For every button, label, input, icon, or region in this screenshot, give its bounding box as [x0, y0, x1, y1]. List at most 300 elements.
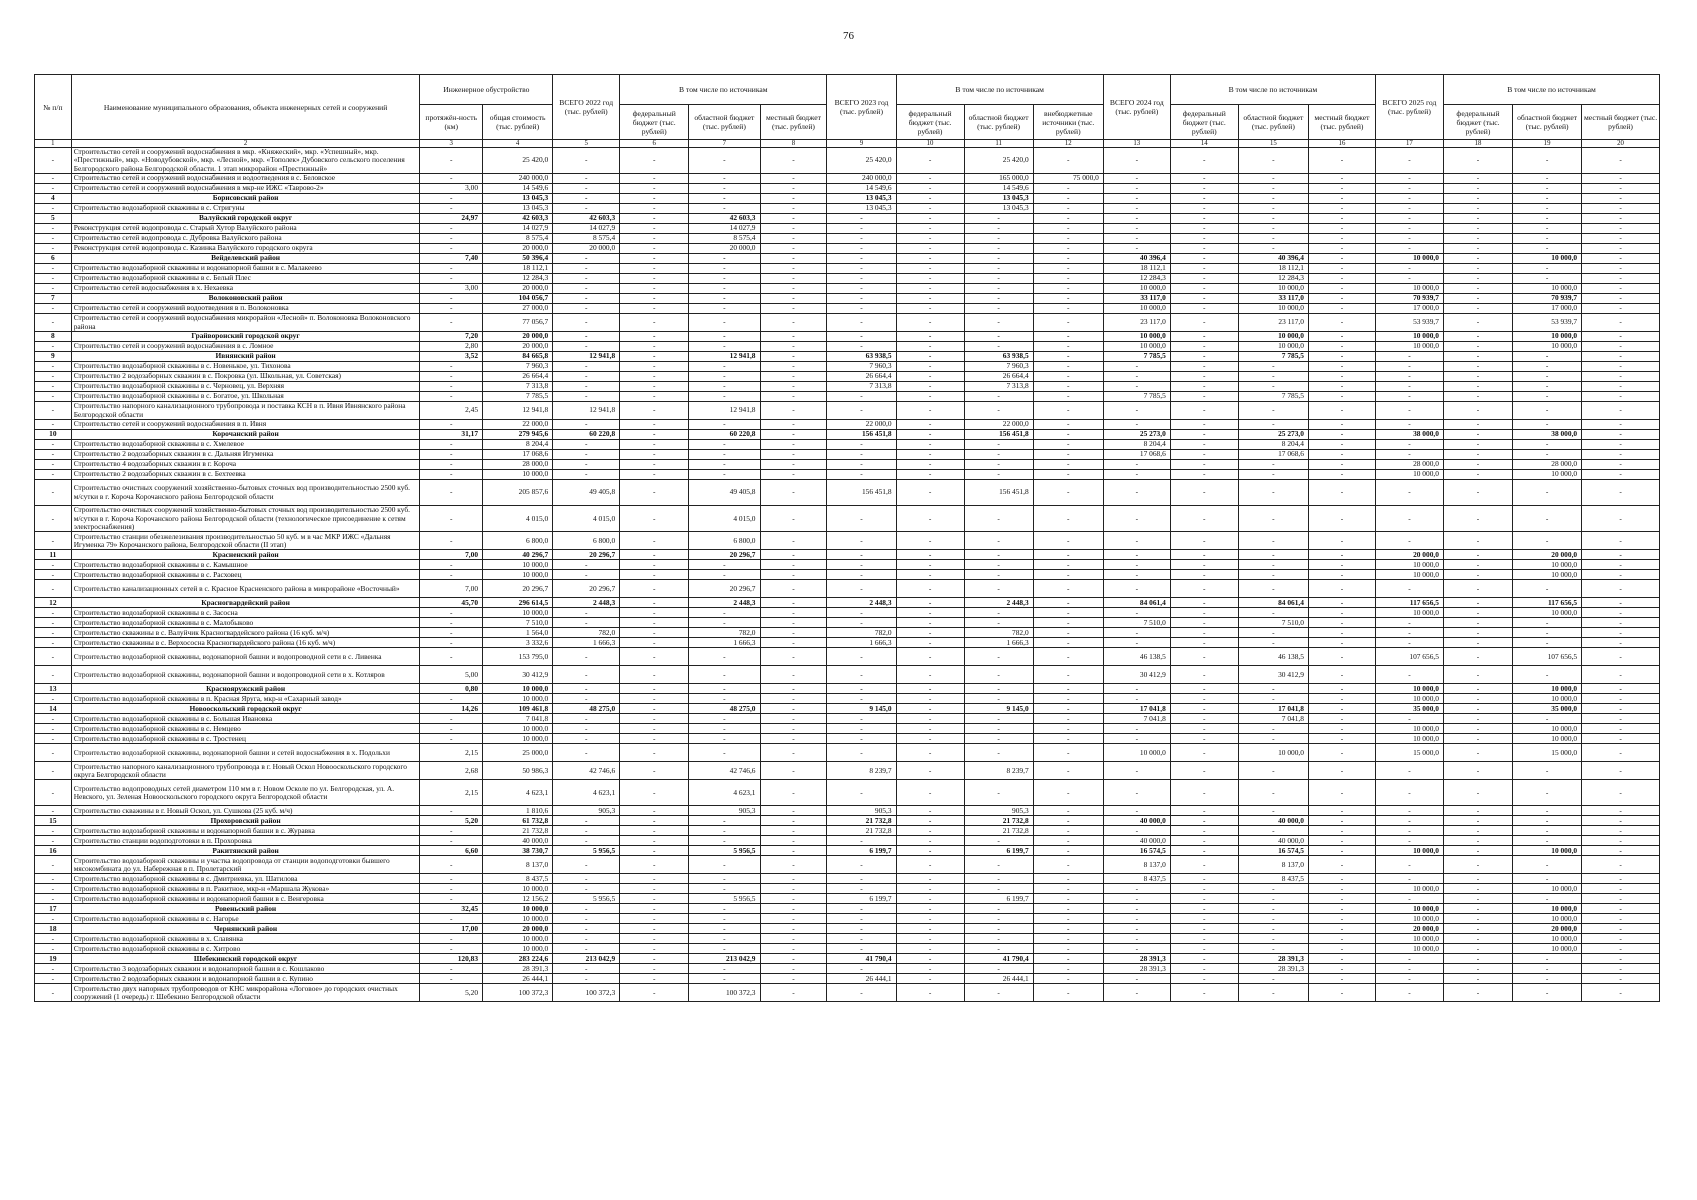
amount-cell: - [1103, 560, 1170, 570]
amount-cell: - [1103, 532, 1170, 550]
row-number: - [35, 914, 72, 924]
amount-cell: - [964, 984, 1033, 1002]
amount-cell: 213 042,9 [553, 954, 620, 964]
amount-cell: - [1443, 608, 1512, 618]
district-name: Ракитянский район [71, 846, 420, 856]
amount-cell: - [620, 694, 689, 704]
amount-cell: - [1308, 628, 1375, 638]
amount-cell: - [1375, 214, 1443, 224]
amount-cell: - [689, 460, 760, 470]
amount-cell: - [827, 914, 896, 924]
amount-cell: - [620, 874, 689, 884]
row-number: 5 [35, 214, 72, 224]
amount-cell: - [1170, 352, 1238, 362]
amount-cell: 12 941,8 [689, 352, 760, 362]
amount-cell: - [1443, 914, 1512, 924]
header-engineering: Инженерное обустройство [420, 75, 553, 105]
project-name: Реконструкция сетей водопровода с. Казинка Валуйского городского округа [71, 244, 420, 254]
amount-cell: 60 220,8 [553, 430, 620, 440]
amount-cell: - [553, 734, 620, 744]
amount-cell: - [827, 440, 896, 450]
amount-cell: - [1443, 806, 1512, 816]
amount-cell: - [1443, 450, 1512, 460]
row-number: - [35, 148, 72, 174]
amount-cell: - [1033, 570, 1103, 580]
amount-cell: - [1582, 984, 1660, 1002]
amount-cell: - [1308, 254, 1375, 264]
amount-cell: - [553, 934, 620, 944]
amount-cell: - [1170, 470, 1238, 480]
amount-cell: - [1308, 506, 1375, 532]
amount-cell: 16 574,5 [1238, 846, 1308, 856]
amount-cell: - [620, 806, 689, 816]
amount-cell: 17 000,0 [1375, 304, 1443, 314]
amount-cell: - [1033, 874, 1103, 884]
amount-cell: - [896, 762, 964, 780]
amount-cell: - [827, 856, 896, 874]
amount-cell: 22 000,0 [827, 420, 896, 430]
amount-cell: 10 000,0 [1513, 724, 1582, 734]
amount-cell: - [1443, 480, 1512, 506]
amount-cell: - [1375, 964, 1443, 974]
amount-cell: - [896, 904, 964, 914]
amount-cell: - [827, 684, 896, 694]
amount-cell: 100 372,3 [553, 984, 620, 1002]
project-row [35, 274, 1660, 284]
amount-cell: 10 000,0 [1103, 744, 1170, 762]
row-number: - [35, 362, 72, 372]
amount-cell: 7 785,5 [1103, 352, 1170, 362]
district-name: Борисовский район [71, 194, 420, 204]
amount-cell: 10 000,0 [483, 608, 553, 618]
amount-cell: - [420, 608, 483, 618]
amount-cell: 156 451,8 [964, 430, 1033, 440]
amount-cell: - [689, 694, 760, 704]
amount-cell: - [1513, 874, 1582, 884]
amount-cell: - [620, 856, 689, 874]
amount-cell: - [1582, 470, 1660, 480]
amount-cell: - [620, 618, 689, 628]
amount-cell: - [896, 914, 964, 924]
header-local-2022: местный бюджет (тыс. рублей) [760, 105, 827, 140]
amount-cell: - [1238, 194, 1308, 204]
amount-cell: - [689, 904, 760, 914]
amount-cell: 6 800,0 [483, 532, 553, 550]
row-number: - [35, 618, 72, 628]
amount-cell: - [620, 560, 689, 570]
amount-cell: 10 000,0 [483, 570, 553, 580]
amount-cell: - [827, 924, 896, 934]
amount-cell: - [827, 648, 896, 666]
row-number: 19 [35, 954, 72, 964]
amount-cell: - [553, 904, 620, 914]
amount-cell: - [1103, 174, 1170, 184]
amount-cell: - [760, 570, 827, 580]
project-name: Строительство водопроводных сетей диаметром 110 мм в г. Новом Осколе по ул. Белгородская, ул. А. Невского, ул. Зеленая Новооскольского городского округа Белгородской области [71, 780, 420, 806]
amount-cell: 40 296,7 [483, 550, 553, 560]
amount-cell: - [964, 944, 1033, 954]
amount-cell: - [760, 550, 827, 560]
amount-cell: 10 000,0 [1513, 332, 1582, 342]
amount-cell: - [1375, 392, 1443, 402]
amount-cell: 279 945,6 [483, 430, 553, 440]
amount-cell: - [896, 874, 964, 884]
amount-cell: - [1375, 618, 1443, 628]
amount-cell: 10 000,0 [1513, 342, 1582, 352]
amount-cell: - [760, 744, 827, 762]
amount-cell: - [1582, 944, 1660, 954]
amount-cell: - [1033, 762, 1103, 780]
amount-cell: - [1033, 264, 1103, 274]
amount-cell: 2 448,3 [964, 598, 1033, 608]
amount-cell: 8 137,0 [1238, 856, 1308, 874]
amount-cell: - [1513, 372, 1582, 382]
amount-cell: - [1033, 204, 1103, 214]
amount-cell: - [1308, 618, 1375, 628]
amount-cell: - [1238, 470, 1308, 480]
amount-cell: - [1375, 954, 1443, 964]
project-name: Строительство водозаборной скважины в с. Тростенец [71, 734, 420, 744]
amount-cell: - [1443, 274, 1512, 284]
amount-cell: - [1238, 780, 1308, 806]
amount-cell: - [1375, 382, 1443, 392]
amount-cell: 21 732,8 [964, 826, 1033, 836]
amount-cell: 18 112,1 [483, 264, 553, 274]
amount-cell: - [1033, 904, 1103, 914]
amount-cell: 4 015,0 [553, 506, 620, 532]
amount-cell: - [1308, 234, 1375, 244]
amount-cell: - [1238, 560, 1308, 570]
amount-cell: - [1375, 826, 1443, 836]
amount-cell: - [760, 714, 827, 724]
page-number: 76 [843, 30, 854, 42]
amount-cell: - [689, 924, 760, 934]
amount-cell: - [689, 714, 760, 724]
amount-cell: - [896, 460, 964, 470]
amount-cell: - [760, 724, 827, 734]
row-number: 10 [35, 430, 72, 440]
amount-cell: - [1443, 638, 1512, 648]
amount-cell: - [1170, 724, 1238, 734]
amount-cell: - [1443, 666, 1512, 684]
amount-cell: - [1033, 944, 1103, 954]
amount-cell: - [1033, 342, 1103, 352]
amount-cell: - [1238, 984, 1308, 1002]
amount-cell: - [1033, 816, 1103, 826]
amount-cell: - [553, 460, 620, 470]
amount-cell: - [1170, 254, 1238, 264]
amount-cell: - [620, 826, 689, 836]
amount-cell: - [1513, 184, 1582, 194]
amount-cell: - [964, 342, 1033, 352]
amount-cell: - [760, 874, 827, 884]
amount-cell: - [1443, 734, 1512, 744]
project-row [35, 714, 1660, 724]
amount-cell: - [1582, 254, 1660, 264]
row-number: - [35, 580, 72, 598]
amount-cell: - [620, 836, 689, 846]
amount-cell: - [1103, 762, 1170, 780]
district-name: Валуйский городской округ [71, 214, 420, 224]
amount-cell: - [1375, 894, 1443, 904]
amount-cell: - [1238, 944, 1308, 954]
amount-cell: - [689, 470, 760, 480]
amount-cell: - [1238, 214, 1308, 224]
amount-cell: - [689, 570, 760, 580]
amount-cell: 46 138,5 [1103, 648, 1170, 666]
amount-cell: - [1238, 734, 1308, 744]
row-number: - [35, 974, 72, 984]
amount-cell: - [420, 244, 483, 254]
amount-cell: - [896, 704, 964, 714]
amount-cell: 17 041,8 [1238, 704, 1308, 714]
amount-cell: 153 795,0 [483, 648, 553, 666]
project-row [35, 618, 1660, 628]
amount-cell: - [1033, 974, 1103, 984]
amount-cell: - [1375, 274, 1443, 284]
amount-cell: - [1238, 628, 1308, 638]
amount-cell: - [760, 362, 827, 372]
column-number: 15 [1238, 140, 1308, 148]
amount-cell: - [420, 174, 483, 184]
amount-cell: - [1443, 648, 1512, 666]
district-row [35, 684, 1660, 694]
amount-cell: - [1170, 618, 1238, 628]
amount-cell: - [827, 532, 896, 550]
amount-cell: - [964, 780, 1033, 806]
amount-cell: 4 015,0 [483, 506, 553, 532]
amount-cell: - [689, 944, 760, 954]
amount-cell: - [1308, 904, 1375, 914]
project-row [35, 570, 1660, 580]
amount-cell: 49 405,8 [553, 480, 620, 506]
amount-cell: - [827, 836, 896, 846]
amount-cell: - [620, 580, 689, 598]
amount-cell: - [1582, 846, 1660, 856]
amount-cell: 10 000,0 [1513, 470, 1582, 480]
amount-cell: - [896, 174, 964, 184]
amount-cell: - [760, 924, 827, 934]
amount-cell: - [896, 294, 964, 304]
row-number: 17 [35, 904, 72, 914]
project-name: Строительство сетей и сооружений водоснабжения в мкр-не ИЖС «Таврово-2» [71, 184, 420, 194]
amount-cell: - [896, 724, 964, 734]
amount-cell: - [620, 392, 689, 402]
amount-cell: 7 960,3 [964, 362, 1033, 372]
amount-cell: - [1308, 362, 1375, 372]
amount-cell: - [1582, 806, 1660, 816]
amount-cell: - [1033, 724, 1103, 734]
amount-cell: - [760, 174, 827, 184]
header-total-2024: ВСЕГО 2024 год (тыс. рублей) [1103, 75, 1170, 140]
amount-cell: - [1443, 580, 1512, 598]
amount-cell: 240 000,0 [827, 174, 896, 184]
amount-cell: - [760, 352, 827, 362]
amount-cell: - [553, 666, 620, 684]
amount-cell: - [620, 184, 689, 194]
amount-cell: - [760, 684, 827, 694]
header-federal-2024: федеральный бюджет (тыс. рублей) [1170, 105, 1238, 140]
amount-cell: - [964, 836, 1033, 846]
amount-cell: - [1308, 856, 1375, 874]
amount-cell: - [420, 618, 483, 628]
row-number: - [35, 174, 72, 184]
amount-cell: - [1308, 964, 1375, 974]
amount-cell: - [1170, 314, 1238, 332]
amount-cell: - [1238, 806, 1308, 816]
amount-cell: 10 000,0 [1513, 694, 1582, 704]
amount-cell: 10 000,0 [1375, 934, 1443, 944]
amount-cell: - [1170, 184, 1238, 194]
amount-cell: - [1033, 194, 1103, 204]
amount-cell: - [553, 608, 620, 618]
amount-cell: - [620, 450, 689, 460]
amount-cell: - [760, 984, 827, 1002]
amount-cell: - [827, 714, 896, 724]
amount-cell: - [1103, 638, 1170, 648]
amount-cell: - [896, 254, 964, 264]
amount-cell: - [760, 826, 827, 836]
amount-cell: - [1443, 304, 1512, 314]
amount-cell: - [620, 244, 689, 254]
amount-cell: - [896, 924, 964, 934]
amount-cell: - [1308, 244, 1375, 254]
amount-cell: - [1103, 974, 1170, 984]
amount-cell: - [1582, 342, 1660, 352]
row-number: - [35, 984, 72, 1002]
amount-cell: - [689, 174, 760, 184]
amount-cell: - [760, 836, 827, 846]
amount-cell: 2 448,3 [689, 598, 760, 608]
amount-cell: - [1170, 666, 1238, 684]
amount-cell: 20 000,0 [689, 244, 760, 254]
amount-cell: 14 027,9 [689, 224, 760, 234]
amount-cell: - [760, 666, 827, 684]
amount-cell: - [1238, 608, 1308, 618]
amount-cell: - [1238, 506, 1308, 532]
amount-cell: - [420, 314, 483, 332]
amount-cell: - [1238, 570, 1308, 580]
amount-cell: - [1443, 856, 1512, 874]
amount-cell: - [689, 342, 760, 352]
amount-cell: - [896, 944, 964, 954]
investment-table-sheet [34, 74, 1660, 1002]
amount-cell: - [553, 924, 620, 934]
amount-cell: - [827, 332, 896, 342]
row-number: - [35, 628, 72, 638]
amount-cell: - [827, 580, 896, 598]
amount-cell: - [760, 532, 827, 550]
project-name: Строительство сетей водопровода с. Дубровка Валуйского района [71, 234, 420, 244]
amount-cell: - [620, 954, 689, 964]
amount-cell: 14,26 [420, 704, 483, 714]
row-number: - [35, 460, 72, 470]
amount-cell: 14 027,9 [483, 224, 553, 234]
amount-cell: - [1033, 332, 1103, 342]
amount-cell: 104 056,7 [483, 294, 553, 304]
project-name: Строительство водозаборной скважины в с. Белый Плес [71, 274, 420, 284]
amount-cell: - [1170, 392, 1238, 402]
amount-cell: 22 000,0 [964, 420, 1033, 430]
amount-cell: - [1103, 382, 1170, 392]
amount-cell: - [760, 638, 827, 648]
amount-cell: - [1582, 884, 1660, 894]
amount-cell: - [1033, 856, 1103, 874]
amount-cell: - [1443, 762, 1512, 780]
amount-cell: - [1513, 714, 1582, 724]
amount-cell: - [620, 598, 689, 608]
amount-cell: - [1238, 550, 1308, 560]
project-name: Строительство водозаборной скважины в с. Немцево [71, 724, 420, 734]
amount-cell: - [760, 234, 827, 244]
amount-cell: - [1103, 580, 1170, 598]
amount-cell: - [1308, 580, 1375, 598]
amount-cell: - [1103, 944, 1170, 954]
amount-cell: 12 941,8 [483, 402, 553, 420]
amount-cell: - [1443, 392, 1512, 402]
header-federal-2022: федеральный бюджет (тыс. рублей) [620, 105, 689, 140]
amount-cell: - [896, 836, 964, 846]
project-name: Строительство сетей и сооружений водоснабжения микрорайон «Лесной» п. Волоконовка Волоконовского района [71, 314, 420, 332]
district-name: Корочанский район [71, 430, 420, 440]
amount-cell: 20 000,0 [483, 342, 553, 352]
amount-cell: - [1033, 744, 1103, 762]
amount-cell: - [1375, 264, 1443, 274]
project-name: Строительство скважины в с. Валуйчик Красногвардейского района (16 куб. м/ч) [71, 628, 420, 638]
project-row [35, 342, 1660, 352]
amount-cell: - [620, 974, 689, 984]
amount-cell: 10 000,0 [483, 934, 553, 944]
amount-cell: - [689, 254, 760, 264]
amount-cell: - [620, 470, 689, 480]
amount-cell: - [1582, 184, 1660, 194]
amount-cell: - [1103, 372, 1170, 382]
amount-cell: - [1033, 714, 1103, 724]
row-number: - [35, 314, 72, 332]
amount-cell: - [1170, 532, 1238, 550]
amount-cell: - [1443, 874, 1512, 884]
amount-cell: - [1170, 608, 1238, 618]
amount-cell: 240 000,0 [483, 174, 553, 184]
amount-cell: 10 000,0 [1375, 944, 1443, 954]
amount-cell: 10 000,0 [1513, 904, 1582, 914]
amount-cell: - [896, 304, 964, 314]
amount-cell: 20 296,7 [689, 550, 760, 560]
amount-cell: - [896, 734, 964, 744]
amount-cell: - [1170, 714, 1238, 724]
amount-cell: - [620, 734, 689, 744]
amount-cell: - [1170, 806, 1238, 816]
project-name: Строительство сетей и сооружений водоснабжения в с. Ломное [71, 342, 420, 352]
amount-cell: - [1582, 304, 1660, 314]
amount-cell: - [760, 420, 827, 430]
amount-cell: 20 296,7 [689, 580, 760, 598]
amount-cell: - [620, 532, 689, 550]
amount-cell: 10 000,0 [1375, 332, 1443, 342]
amount-cell: 6 800,0 [689, 532, 760, 550]
amount-cell: - [1582, 244, 1660, 254]
amount-cell: - [1443, 470, 1512, 480]
amount-cell: - [760, 402, 827, 420]
amount-cell: 1 666,3 [689, 638, 760, 648]
project-row [35, 224, 1660, 234]
amount-cell: 10 000,0 [1103, 332, 1170, 342]
amount-cell: - [1308, 648, 1375, 666]
project-name: Строительство сетей и сооружений водоотведения в п. Волоконовка [71, 304, 420, 314]
amount-cell: 10 000,0 [483, 684, 553, 694]
row-number: 12 [35, 598, 72, 608]
amount-cell: - [553, 570, 620, 580]
